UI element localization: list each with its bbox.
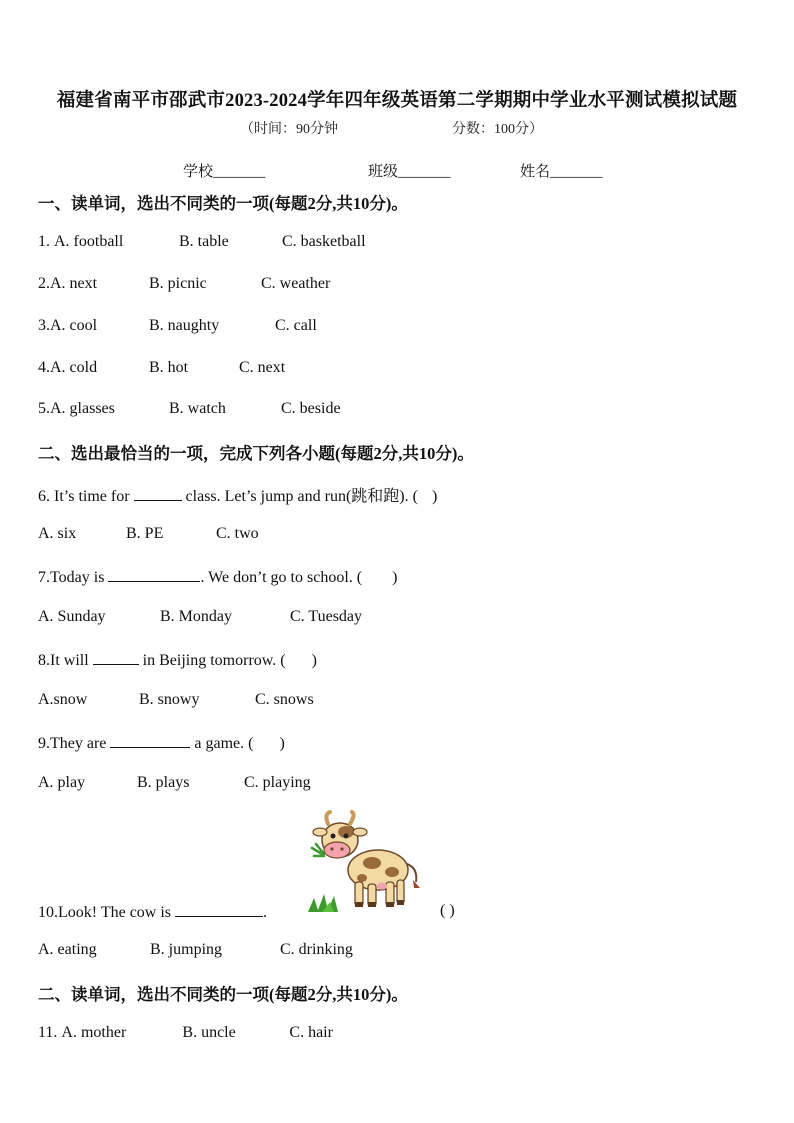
question-2: [38, 275, 330, 293]
option-a[interactable]: A. play: [38, 774, 86, 791]
question-11: [38, 1024, 333, 1042]
option-b[interactable]: B. Monday: [160, 608, 232, 625]
question-number: 2.: [38, 275, 50, 292]
question-number: 3.: [38, 317, 50, 334]
option-b[interactable]: B. jumping: [150, 941, 223, 958]
question-text: . We don’t go to school. (: [200, 569, 363, 586]
question-9-options: [38, 774, 311, 792]
option-a[interactable]: A. football: [54, 233, 124, 250]
option-b[interactable]: B. hot: [149, 359, 189, 376]
option-c[interactable]: C. call: [275, 317, 317, 334]
question-8: [38, 650, 317, 670]
question-text: .: [263, 904, 268, 921]
name-field[interactable]: 姓名_______: [520, 164, 603, 180]
section-1-heading: 一、读单词，选出不同类的一项(每题2分,共10分)。: [38, 194, 408, 213]
answer-blank[interactable]: [93, 650, 139, 665]
page-title: 福建省南平市邵武市2023-2024学年四年级英语第二学期期中学业水平测试模拟试题: [56, 91, 738, 111]
option-c[interactable]: C. basketball: [282, 233, 366, 250]
option-a[interactable]: A. glasses: [50, 400, 115, 417]
answer-paren[interactable]: ): [392, 569, 398, 586]
option-b[interactable]: B. table: [179, 233, 229, 250]
question-number: 4.: [38, 359, 50, 376]
question-number: 11.: [38, 1024, 62, 1041]
question-5: [38, 400, 341, 418]
answer-blank[interactable]: [110, 733, 190, 748]
question-text: a game. (: [190, 735, 254, 752]
question-3: [38, 317, 317, 335]
question-text: 10.Look! The cow is: [38, 904, 176, 921]
answer-blank[interactable]: [134, 486, 182, 501]
option-c[interactable]: C. drinking: [280, 941, 353, 958]
option-a[interactable]: A. six: [38, 525, 77, 542]
option-c[interactable]: C. two: [216, 525, 259, 542]
option-b[interactable]: B. uncle: [182, 1024, 236, 1041]
option-b[interactable]: B. watch: [169, 400, 226, 417]
section-3-heading: 二、读单词，选出不同类的一项(每题2分,共10分)。: [38, 985, 408, 1004]
question-number: 1.: [38, 233, 54, 250]
question-9: [38, 733, 285, 753]
option-b[interactable]: B. PE: [126, 525, 164, 542]
option-c[interactable]: C. hair: [289, 1024, 333, 1041]
option-a[interactable]: A. eating: [38, 941, 97, 958]
option-a[interactable]: A. cold: [50, 359, 98, 376]
answer-blank[interactable]: [175, 902, 263, 917]
option-c[interactable]: C. beside: [281, 400, 341, 417]
question-8-options: [38, 691, 314, 709]
question-6: [38, 483, 437, 506]
question-6-options: [38, 525, 259, 543]
question-4: [38, 359, 285, 377]
option-b[interactable]: B. snowy: [139, 691, 200, 708]
option-b[interactable]: B. picnic: [149, 275, 207, 292]
answer-paren[interactable]: ): [311, 652, 317, 669]
question-text: in Beijing tomorrow. (: [138, 652, 286, 669]
option-b[interactable]: B. plays: [137, 774, 190, 791]
option-c[interactable]: C. next: [239, 359, 286, 376]
option-a[interactable]: A. next: [50, 275, 98, 292]
question-7-options: [38, 608, 362, 626]
section-2-heading: 二、选出最恰当的一项，完成下列各小题(每题2分,共10分)。: [38, 444, 474, 463]
option-c[interactable]: C. playing: [244, 774, 311, 791]
option-c[interactable]: C. Tuesday: [290, 608, 363, 625]
class-field[interactable]: 班级_______: [368, 164, 451, 180]
cow-illustration: [300, 808, 430, 918]
answer-blank[interactable]: [108, 567, 200, 582]
option-c[interactable]: C. snows: [255, 691, 314, 708]
answer-paren[interactable]: ): [431, 488, 438, 505]
score-info: 分数：100分）: [452, 122, 543, 137]
question-text: 6. It’s time for: [38, 488, 134, 505]
answer-paren[interactable]: ( ): [440, 902, 455, 919]
question-10-options: [38, 941, 353, 959]
option-a[interactable]: A. mother: [61, 1024, 127, 1041]
option-a[interactable]: A. Sunday: [38, 608, 106, 625]
question-text: 9.They are: [38, 735, 111, 752]
option-c[interactable]: C. weather: [261, 275, 331, 292]
option-b[interactable]: B. naughty: [149, 317, 220, 334]
question-text: 8.It will: [38, 652, 93, 669]
question-text: 7.Today is: [38, 569, 109, 586]
question-text: class. Let’s jump and run(跳和跑). (: [181, 488, 418, 505]
answer-paren[interactable]: ): [279, 735, 285, 752]
option-a[interactable]: A.snow: [38, 691, 88, 708]
question-7: [38, 567, 397, 587]
time-info: （时间：90分钟: [240, 122, 338, 137]
option-a[interactable]: A. cool: [50, 317, 98, 334]
question-1: [38, 233, 366, 251]
school-field[interactable]: 学校_______: [183, 164, 266, 180]
question-number: 5.: [38, 400, 50, 417]
question-10: [38, 902, 267, 922]
